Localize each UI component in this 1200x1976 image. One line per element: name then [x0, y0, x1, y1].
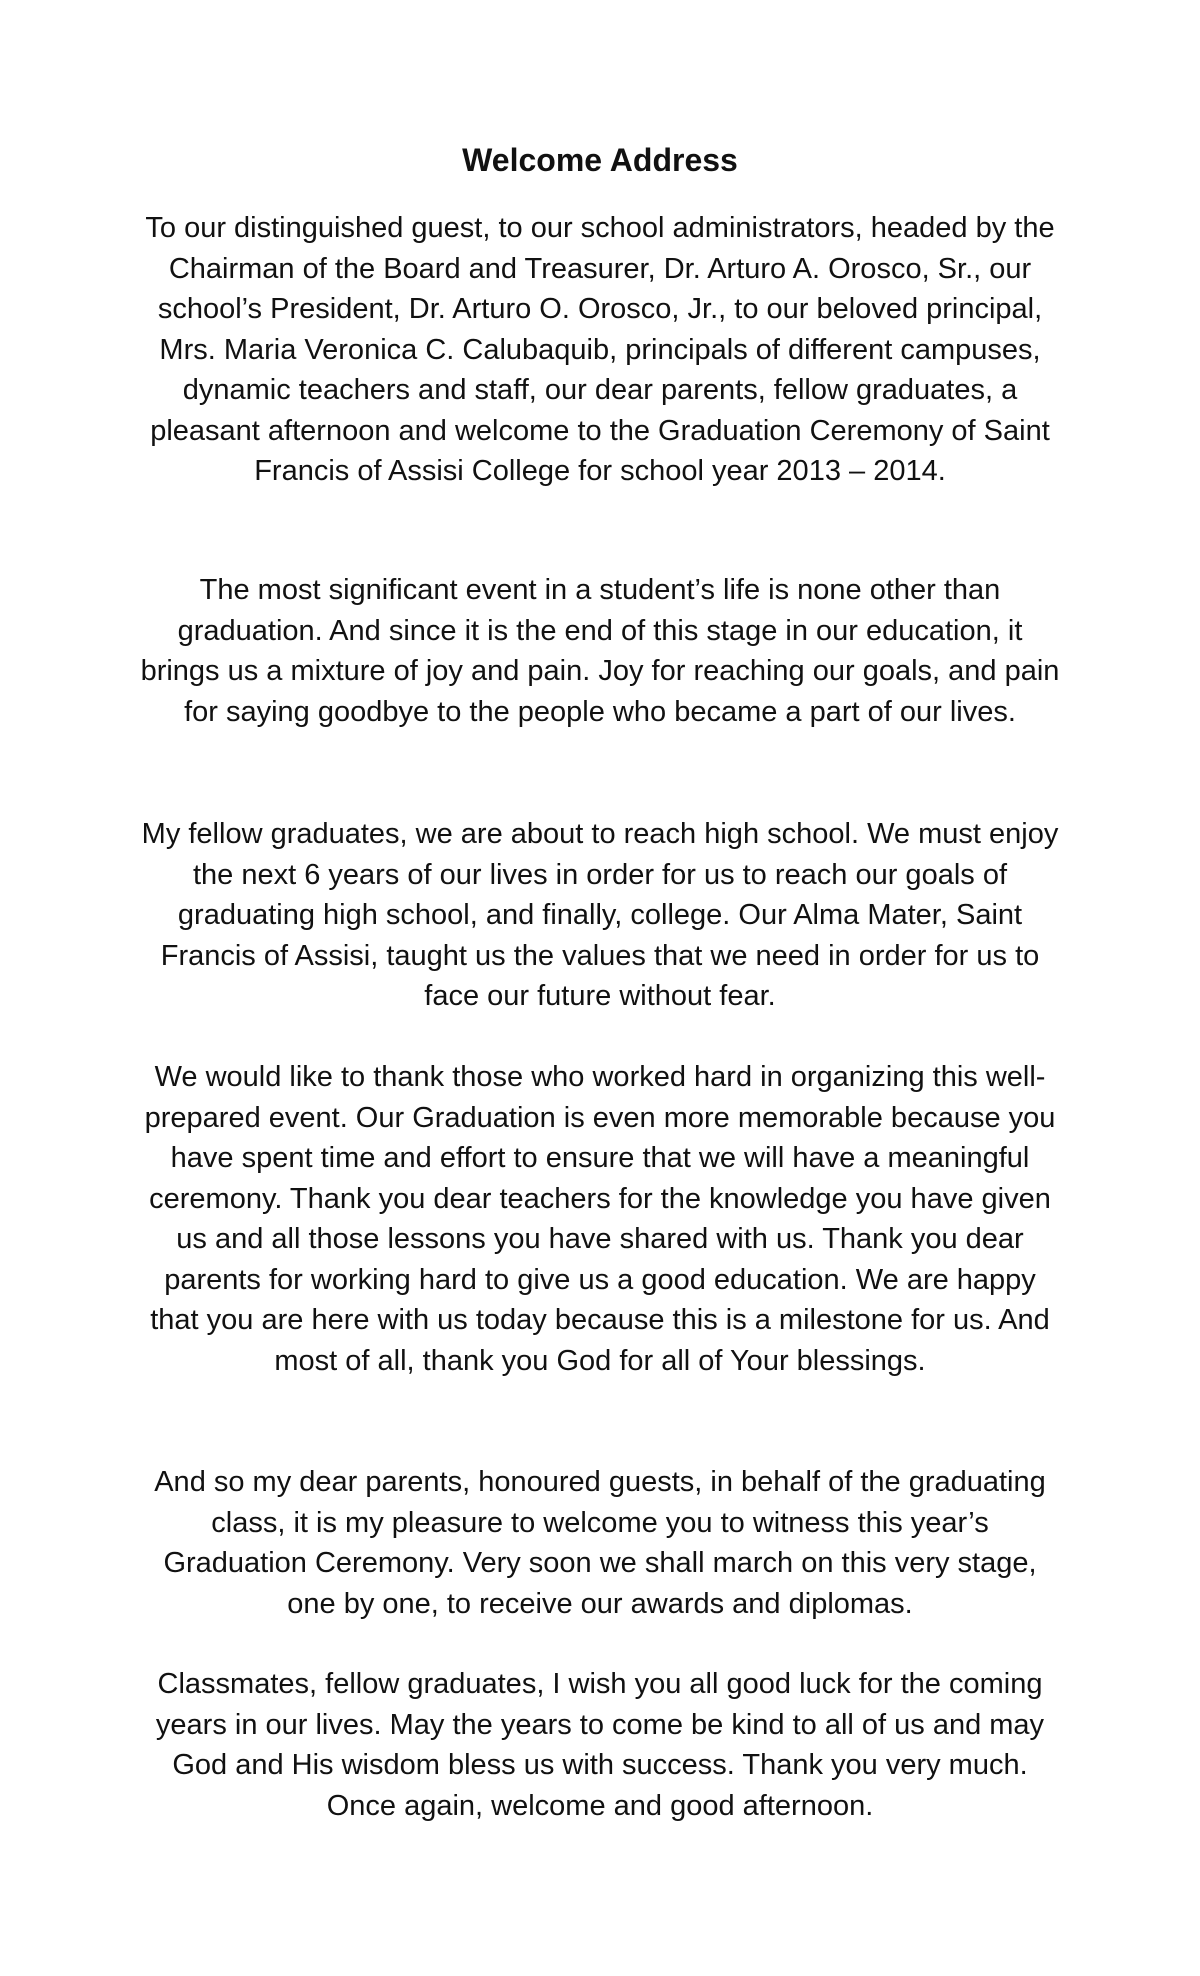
- document-title: Welcome Address: [462, 142, 738, 178]
- paragraph-significance: The most significant event in a student’s life is none other than graduation. And since it is the end of this stage in our education, it brings us a mixture of joy and pain. Joy for reaching our goals, and pain for saying goodbye to the people who became a part of our lives.: [140, 574, 1060, 728]
- paragraph-high-school: My fellow graduates, we are about to reach high school. We must enjoy the next 6 years of our lives in order for us to reach our goals of graduating high school, and finally, college. Our Alma Mater, Saint Francis of Assisi, taught us the values that we need in order for us to face our future without fear.: [141, 818, 1059, 1012]
- paragraph-welcome: And so my dear parents, honoured guests, in behalf of the graduating class, it is my pleasure to welcome you to witness this year’s Graduation Ceremony. Very soon we shall march on this very stage, one by one, to receive our awards and diplomas.: [154, 1466, 1046, 1620]
- paragraph-greeting: To our distinguished guest, to our school administrators, headed by the Chairman of the Board and Treasurer, Dr. Arturo A. Orosco, Sr., our school’s President, Dr. Arturo O. Orosco, Jr., to our beloved principal, Mrs. Maria Veronica C. Calubaquib, principals of different campuses, dynamic teachers and staff, our dear parents, fellow graduates, a pleasant afternoon and welcome to the Graduation Ceremony of Saint Francis of Assisi College for school year 2013 – 2014.: [145, 212, 1055, 487]
- paragraph-closing: Classmates, fellow graduates, I wish you all good luck for the coming years in our lives. May the years to come be kind to all of us and may God and His wisdom bless us with success. Thank you very much. Once again, welcome and good afternoon.: [155, 1668, 1045, 1822]
- paragraph-thanks: We would like to thank those who worked hard in organizing this well-prepared event. Our Graduation is even more memorable because you have spent time and effort to ensure that we will have a meaningful ceremony. Thank you dear teachers for the knowledge you have given us and all those lessons you have shared with us. Thank you dear parents for working hard to give us a good education. We are happy that you are here with us today because this is a milestone for us. And most of all, thank you God for all of Your blessings.: [144, 1061, 1056, 1377]
